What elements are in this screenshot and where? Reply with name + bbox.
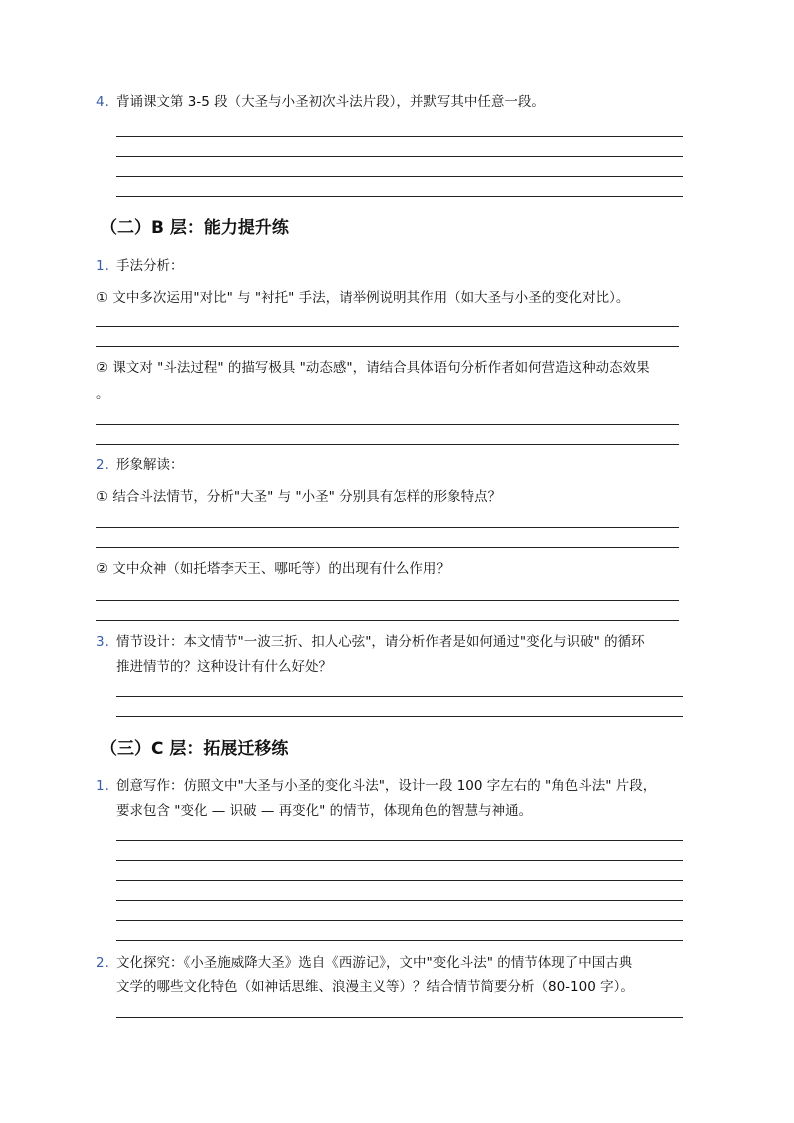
answer-line[interactable]: [96, 444, 679, 445]
question-b3-cont: 推进情节的？这种设计有什么好处？: [116, 659, 332, 675]
question-b1: [96, 256, 184, 276]
question-text: 手法分析：: [116, 258, 184, 274]
section-c-heading: （三）C 层：拓展迁移练: [100, 739, 289, 759]
answer-line[interactable]: [116, 196, 683, 197]
answer-line[interactable]: [116, 1017, 683, 1018]
question-number: 2.: [96, 955, 109, 971]
answer-line[interactable]: [116, 716, 683, 717]
answer-line[interactable]: [116, 940, 683, 941]
question-text: 文化探究：《小圣施威降大圣》选自《西游记》，文中"变化斗法" 的情节体现了中国古典: [116, 955, 633, 971]
question-number: 1.: [96, 778, 109, 794]
question-c2-cont: 文学的哪些文化特色（如神话思维、浪漫主义等）？结合情节简要分析（80-100 字）。: [116, 979, 634, 995]
question-text: 创意写作：仿照文中"大圣与小圣的变化斗法"，设计一段 100 字左右的 "角色斗法" 片段，: [116, 778, 657, 794]
answer-line[interactable]: [96, 424, 679, 425]
question-text: 背诵课文第 3-5 段（大圣与小圣初次斗法片段），并默写其中任意一段。: [116, 94, 545, 110]
answer-line[interactable]: [116, 840, 683, 841]
answer-line[interactable]: [116, 176, 683, 177]
answer-line[interactable]: [116, 860, 683, 861]
question-4: [96, 92, 545, 112]
question-text: 形象解读：: [116, 457, 184, 473]
answer-line[interactable]: [116, 696, 683, 697]
answer-line[interactable]: [116, 880, 683, 881]
question-number: 2.: [96, 457, 109, 473]
question-number: 4.: [96, 94, 109, 110]
question-b2: [96, 455, 184, 475]
sub-question-b1-2: ② 课文对 "斗法过程" 的描写极具 "动态感"，请结合具体语句分析作者如何营造这种动态效果: [96, 360, 650, 376]
answer-line[interactable]: [96, 527, 679, 528]
sub-question-b2-2: ② 文中众神（如托塔李天王、哪吒等）的出现有什么作用？: [96, 561, 450, 577]
section-b-heading: （二）B 层：能力提升练: [100, 218, 289, 238]
answer-line[interactable]: [96, 600, 679, 601]
answer-line[interactable]: [96, 547, 679, 548]
question-c1-cont: 要求包含 "变化 — 识破 — 再变化" 的情节，体现角色的智慧与神通。: [116, 803, 533, 819]
sub-question-b2-1: ① 结合斗法情节，分析"大圣" 与 "小圣" 分别具有怎样的形象特点？: [96, 489, 502, 505]
answer-line[interactable]: [116, 900, 683, 901]
sub-question-b1-2-cont: 。: [96, 386, 110, 402]
question-text: 情节设计：本文情节"一波三折、扣人心弦"，请分析作者是如何通过"变化与识破" 的循环: [116, 634, 645, 650]
answer-line[interactable]: [96, 620, 679, 621]
question-number: 3.: [96, 634, 109, 650]
answer-line[interactable]: [116, 920, 683, 921]
question-b3: [96, 632, 645, 652]
answer-line[interactable]: [116, 136, 683, 137]
answer-line[interactable]: [96, 346, 679, 347]
question-number: 1.: [96, 258, 109, 274]
question-c1: [96, 776, 656, 796]
question-c2: [96, 953, 632, 973]
answer-line[interactable]: [116, 156, 683, 157]
sub-question-b1-1: ① 文中多次运用"对比" 与 "衬托" 手法，请举例说明其作用（如大圣与小圣的变化对比）。: [96, 290, 630, 306]
answer-line[interactable]: [96, 326, 679, 327]
